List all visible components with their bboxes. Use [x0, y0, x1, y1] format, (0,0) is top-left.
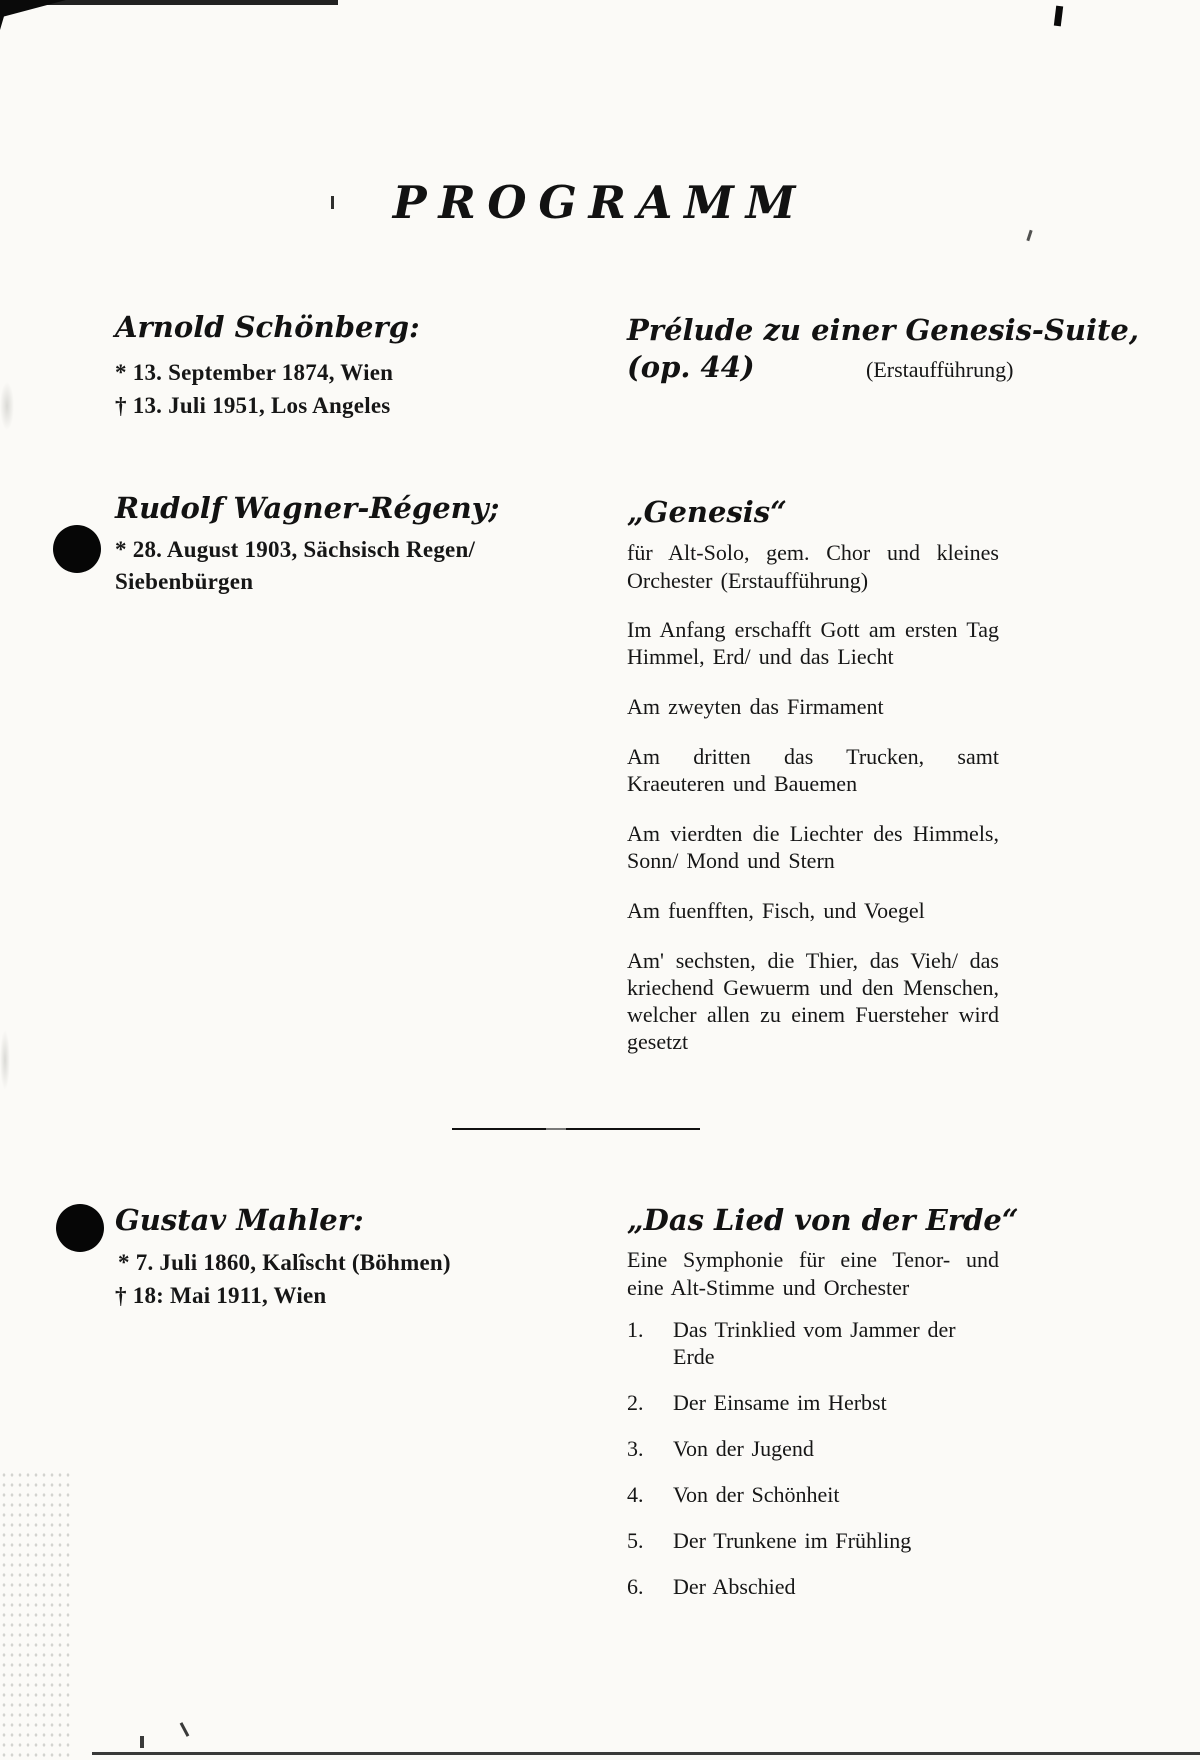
genesis-movement-5: Am fuenfften, Fisch, und Voegel [627, 898, 925, 923]
list-item [627, 1435, 1005, 1462]
scan-artifact-apostrophe [1026, 230, 1032, 241]
movement-number: 1. [627, 1317, 644, 1342]
punch-hole-mark-1 [53, 525, 101, 573]
scan-artifact-bottom-mark-2 [180, 1722, 190, 1737]
list-item [627, 1389, 1005, 1416]
list-item [627, 1316, 1005, 1370]
scan-artifact-bottom-edge-line [92, 1752, 1200, 1755]
composer-born-place-wagner-regeny: Siebenbürgen [115, 569, 254, 594]
list-item [627, 1527, 1005, 1554]
genesis-movement-3: Am dritten das Trucken, samt Kraeuteren und Bauemen [627, 744, 999, 796]
movement-number: 4. [627, 1482, 644, 1507]
section-divider-line [452, 1128, 700, 1130]
work-premiere-note-prelude: (Erstaufführung) [866, 357, 1014, 382]
movement-number: 2. [627, 1390, 644, 1415]
movement-number: 3. [627, 1436, 644, 1461]
genesis-movement-1: Im Anfang erschafft Gott am ersten Tag Himmel, Erd/ und das Liecht [627, 617, 999, 669]
scan-smudge-left-edge [0, 382, 14, 430]
scan-artifact-top-right-tick [1054, 6, 1063, 27]
movement-number: 6. [627, 1574, 644, 1599]
composer-born-mahler: * 7. Juli 1860, Kalîscht (Böhmen) [118, 1250, 451, 1275]
list-item [627, 1481, 1005, 1508]
composer-died-schoenberg: † 13. Juli 1951, Los Angeles [115, 393, 391, 418]
genesis-movement-2: Am zweyten das Firmament [627, 694, 884, 719]
scan-artifact-top-streak [0, 0, 338, 5]
work-opus-prelude: (op. 44) [627, 350, 755, 384]
composer-name-mahler: Gustav Mahler: [115, 1203, 364, 1237]
movement-title: Der Trunkene im Frühling [673, 1528, 912, 1553]
movement-title: Von der Schönheit [673, 1482, 840, 1507]
movement-number: 5. [627, 1528, 644, 1553]
scan-artifact-bottom-mark-1 [140, 1736, 144, 1748]
movement-title: Das Trinklied vom Jammer der Erde [673, 1317, 956, 1369]
composer-died-mahler: † 18: Mai 1911, Wien [115, 1283, 327, 1308]
composer-born-schoenberg: * 13. September 1874, Wien [115, 360, 394, 385]
work-title-lied-von-der-erde: „Das Lied von der Erde“ [627, 1203, 1019, 1237]
composer-name-wagner-regeny: Rudolf Wagner-Régeny; [115, 491, 500, 525]
composer-name-schoenberg: Arnold Schönberg: [115, 310, 420, 344]
work-subtitle-genesis: für Alt-Solo, gem. Chor und kleines Orchester (Erstaufführung) [627, 540, 999, 593]
genesis-movements [627, 616, 999, 1078]
movement-title: Der Einsame im Herbst [673, 1390, 887, 1415]
movement-title: Von der Jugend [673, 1436, 814, 1461]
list-item [627, 1573, 1005, 1600]
composer-born-wagner-regeny: * 28. August 1903, Sächsisch Regen/ [115, 537, 476, 562]
scan-speckles-bottom-left [0, 1470, 70, 1760]
work-title-prelude: Prélude zu einer Genesis-Suite, [627, 313, 1139, 347]
work-subtitle-lied-von-der-erde: Eine Symphonie für eine Tenor- und eine Alt-Stimme und Orchester [627, 1247, 999, 1300]
movement-title: Der Abschied [673, 1574, 796, 1599]
lied-movement-list [627, 1316, 1005, 1619]
work-title-genesis: „Genesis“ [627, 495, 787, 529]
punch-hole-mark-2 [56, 1204, 104, 1252]
page-title: PROGRAMM [392, 176, 808, 229]
genesis-movement-6: Am' sechsten, die Thier, das Vieh/ das kriechend Gewuerm und den Menschen, welcher allen zu einem Fuersteher wird gesetzt [627, 948, 999, 1054]
scan-smudge-left-low [0, 1030, 10, 1090]
genesis-movement-4: Am vierdten die Liechter des Himmels, Sonn/ Mond und Stern [627, 821, 999, 873]
